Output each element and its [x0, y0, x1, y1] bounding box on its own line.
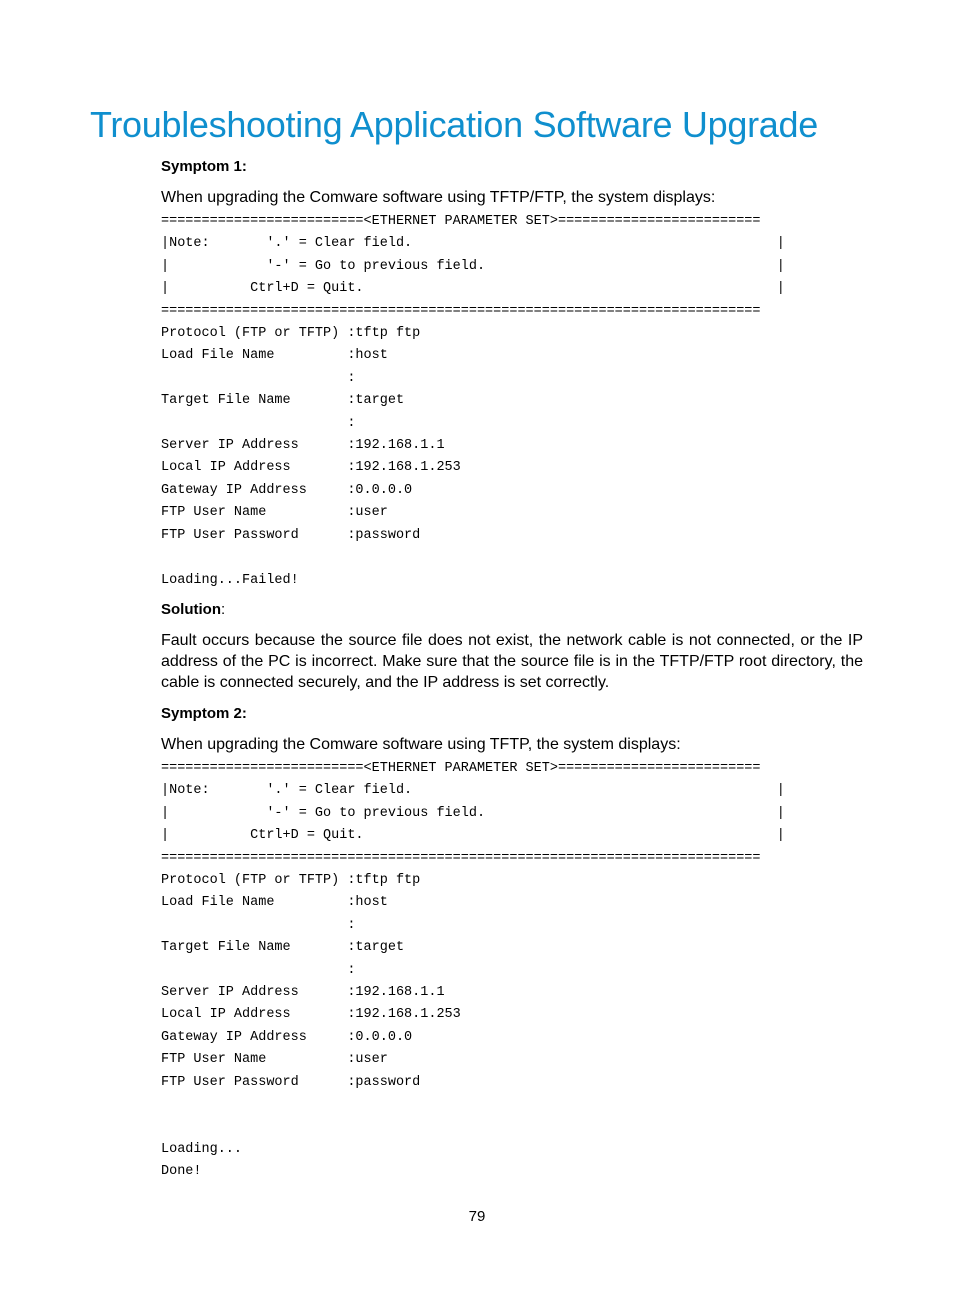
page-number: 79	[468, 1208, 486, 1225]
symptom-2-console-output: =========================<ETHERNET PARAMETER SET>========================= |Note: '.' = Clear field. | | '-' = Go to previous field. | | Ctrl+D = Quit. | ========================================================================== Protocol (FTP or TFTP) :tftp ftp Load File Name :host : Target File Name :target : Server IP Address :192.168.1.1 Local IP Address :192.168.1.253 Gateway IP Address :0.0.0.0 FTP User Name :user FTP User Password :password Loading... Done!	[161, 761, 785, 1180]
solution-text: Fault occurs because the source file does not exist, the network cable is not connected, or the IP address of the PC is incorrect. Make sure that the source file is in the TFTP/FTP root directory, the cable is connected securely, and the IP address is set correctly.	[161, 632, 863, 691]
page-title: Troubleshooting Application Software Upgrade	[90, 104, 818, 145]
solution-heading-label: Solution	[161, 601, 221, 618]
symptom-1-console-output: =========================<ETHERNET PARAMETER SET>========================= |Note: '.' = Clear field. | | '-' = Go to previous field. | | Ctrl+D = Quit. | ========================================================================== Protocol (FTP or TFTP) :tftp ftp Load File Name :host : Target File Name :target : Server IP Address :192.168.1.1 Local IP Address :192.168.1.253 Gateway IP Address :0.0.0.0 FTP User Name :user FTP User Password :password Loading...Failed!	[161, 214, 785, 588]
solution-heading	[161, 600, 225, 620]
symptom-1-heading: Symptom 1:	[161, 158, 247, 175]
symptom-1-intro: When upgrading the Comware software using TFTP/FTP, the system displays:	[161, 189, 716, 206]
solution-heading-colon: :	[221, 601, 226, 618]
symptom-2-heading: Symptom 2:	[161, 705, 247, 722]
symptom-2-intro: When upgrading the Comware software using TFTP, the system displays:	[161, 736, 681, 753]
